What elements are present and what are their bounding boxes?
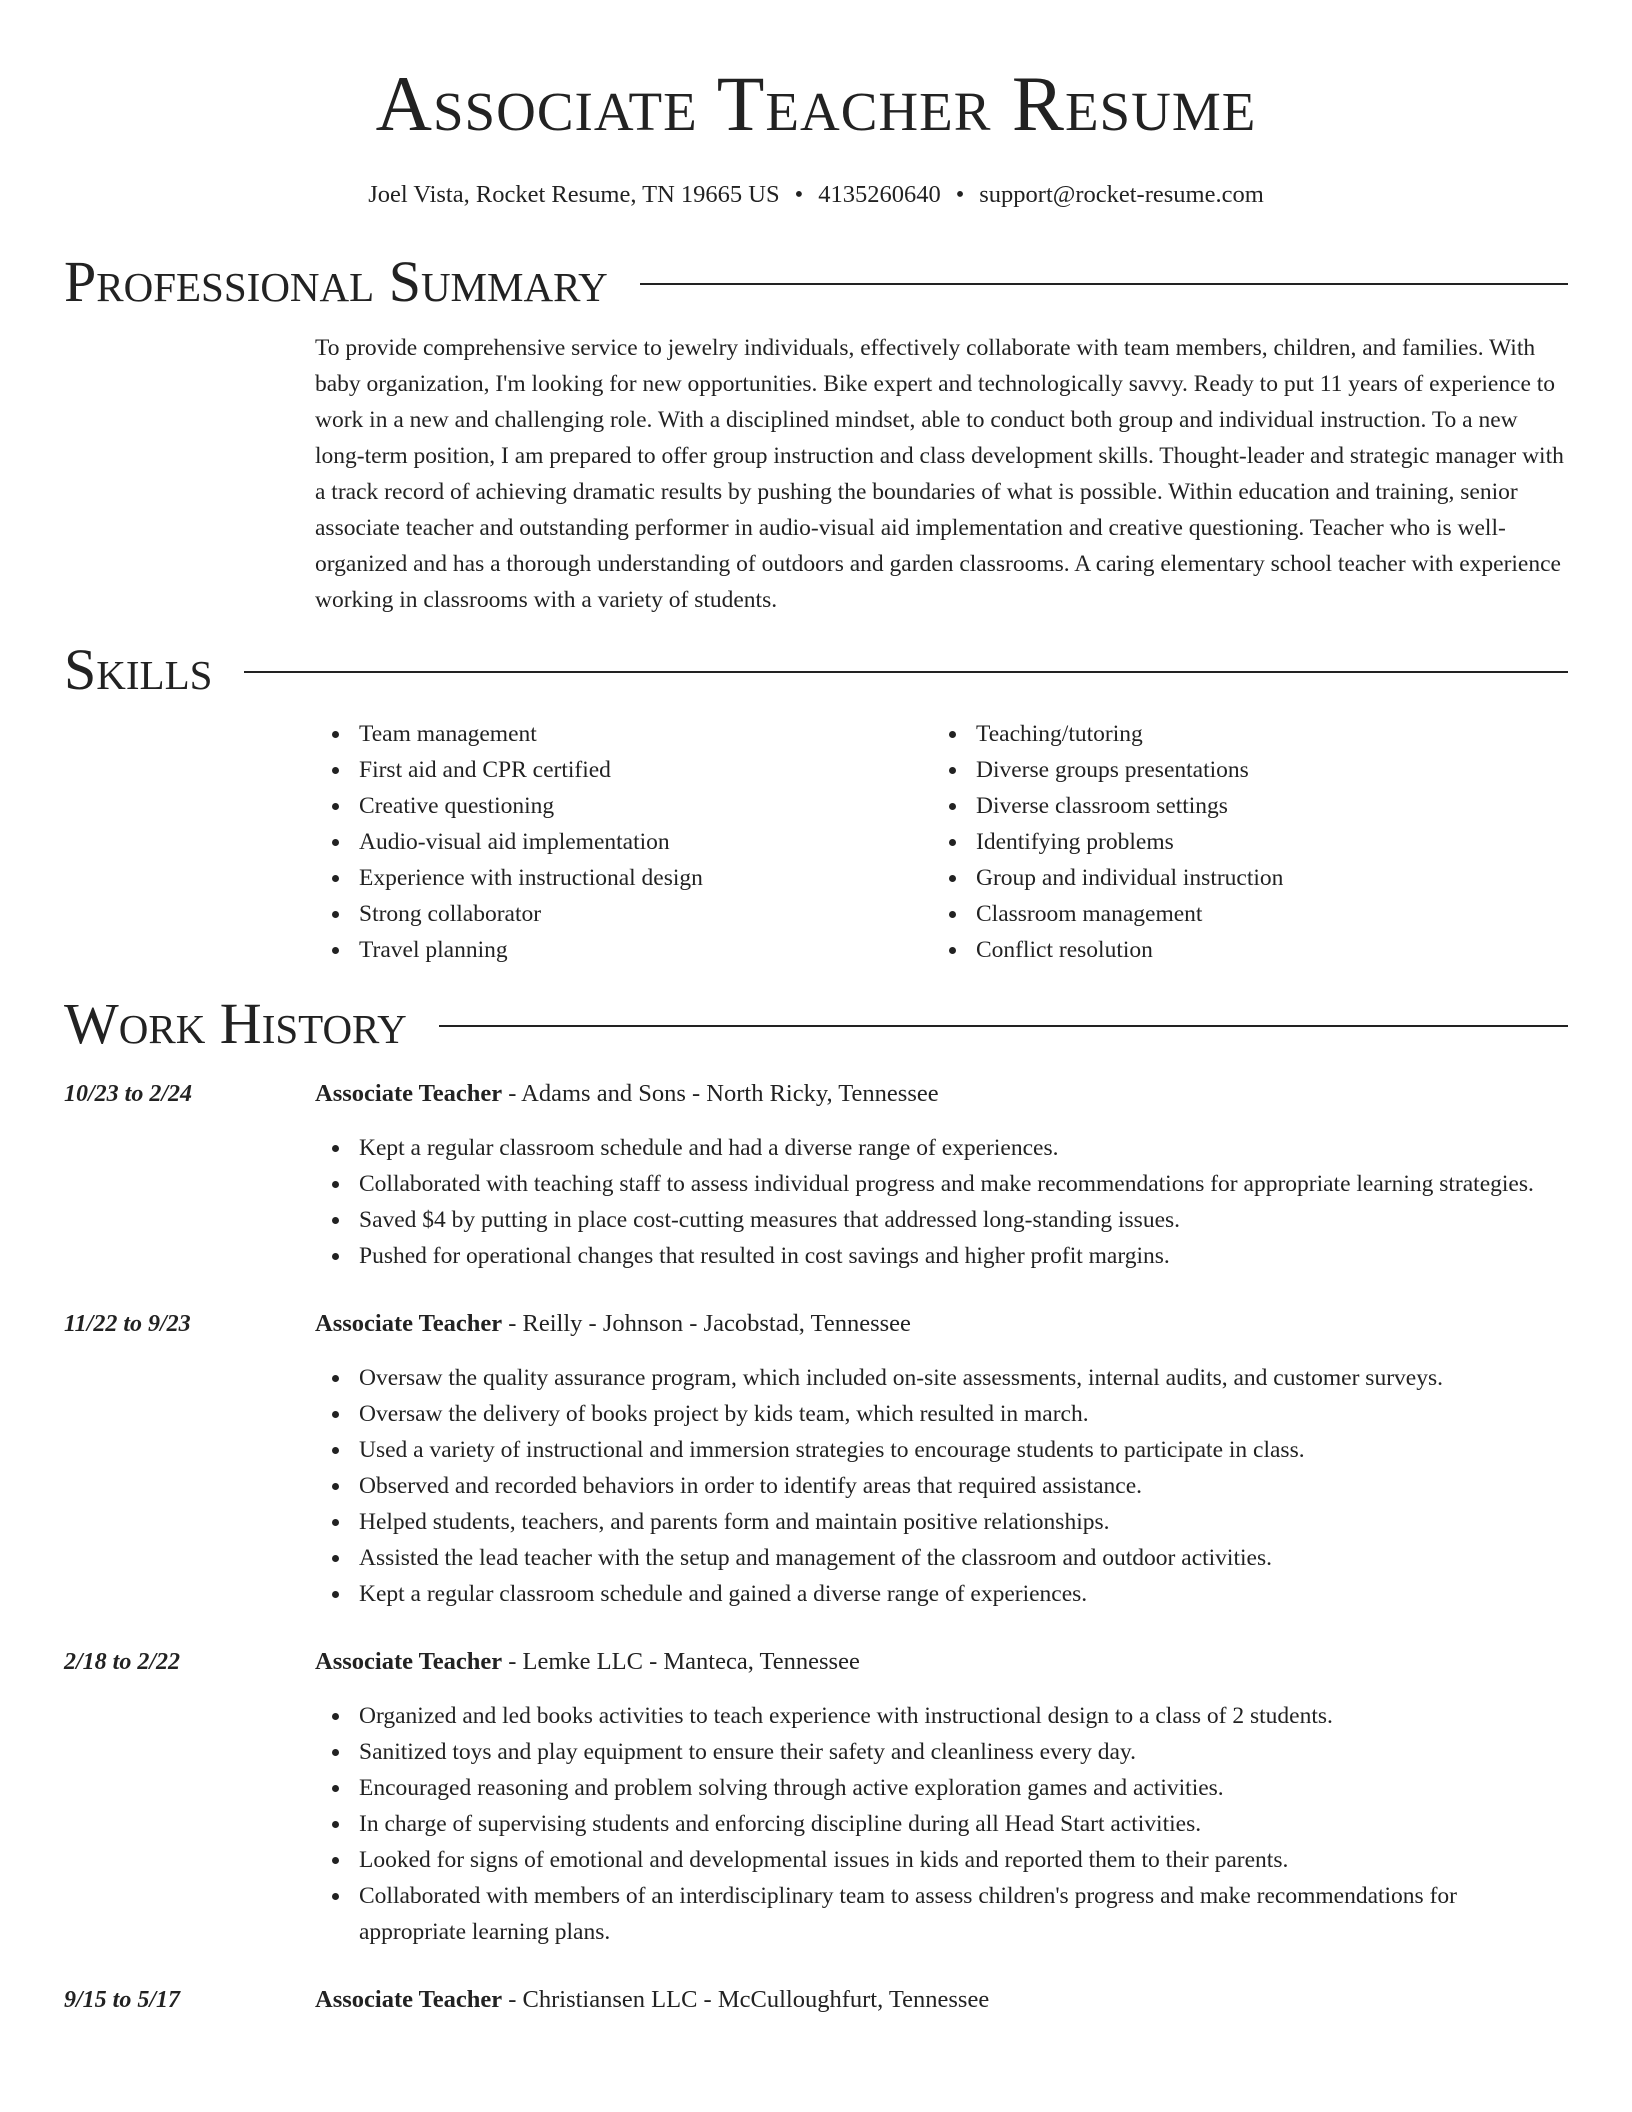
section-divider	[439, 1025, 1568, 1027]
contact-separator: •	[955, 181, 965, 208]
job-duty: Organized and led books activities to teach experience with instructional design to a class of 2 students.	[315, 1698, 1568, 1734]
job-employer: - Reilly - Johnson - Jacobstad, Tennessee	[502, 1310, 911, 1337]
job-employer: - Christiansen LLC - McCulloughfurt, Tennessee	[502, 1986, 990, 2013]
job-title: Associate Teacher	[315, 1310, 503, 1337]
job-duties	[315, 1360, 1568, 1612]
summary-section-header	[64, 250, 1568, 314]
job-entry	[64, 1306, 1568, 1612]
job-duty: Used a variety of instructional and immersion strategies to encourage students to participate in class.	[315, 1432, 1568, 1468]
skills-heading: Skills	[64, 637, 213, 702]
job-employer: - Adams and Sons - North Ricky, Tennessee	[502, 1080, 939, 1107]
job-duty: Oversaw the quality assurance program, which included on-site assessments, internal audits, and customer surveys.	[315, 1360, 1568, 1396]
skill-item: Team management	[315, 716, 932, 752]
job-title: Associate Teacher	[315, 1648, 503, 1675]
job-title: Associate Teacher	[315, 1986, 503, 2013]
job-entry	[64, 1076, 1568, 1274]
job-dates: 2/18 to 2/22	[64, 1649, 181, 1675]
job-dates: 10/23 to 2/24	[64, 1081, 193, 1107]
contact-separator: •	[794, 181, 804, 208]
skill-item: Diverse classroom settings	[932, 788, 1549, 824]
job-title-line	[315, 1982, 989, 2018]
job-duty: Encouraged reasoning and problem solving through active exploration games and activities.	[315, 1770, 1568, 1806]
job-dates: 9/15 to 5/17	[64, 1987, 181, 2013]
job-duties	[315, 1130, 1568, 1274]
contact-line	[64, 180, 1568, 210]
skills-column-left	[315, 716, 932, 968]
job-duty: Oversaw the delivery of books project by kids team, which resulted in march.	[315, 1396, 1568, 1432]
job-title-line	[315, 1306, 911, 1342]
summary-heading: Professional Summary	[64, 249, 608, 314]
job-duty: Assisted the lead teacher with the setup and management of the classroom and outdoor activities.	[315, 1540, 1568, 1576]
summary-text: To provide comprehensive service to jewelry individuals, effectively collaborate with team members, children, and families. With baby organization, I'm looking for new opportunities. Bike expert and technologically savvy. Ready to put 11 years of experience to work in a new and challenging role. With a disciplined mindset, able to conduct both group and individual instruction. To a new long-term position, I am prepared to offer group instruction and class development skills. Thought-leader and strategic manager with a track record of achieving dramatic results by pushing the boundaries of what is possible. Within education and training, senior associate teacher and outstanding performer in audio-visual aid implementation and creative questioning. Teacher who is well-organized and has a thorough understanding of outdoors and garden classrooms. A caring elementary school teacher with experience working in classrooms with a variety of students.	[315, 335, 1564, 613]
skills-section-header	[64, 638, 1568, 702]
skill-item: Creative questioning	[315, 788, 932, 824]
job-title-line	[315, 1076, 939, 1112]
skill-item: Audio-visual aid implementation	[315, 824, 932, 860]
job-duty: Collaborated with teaching staff to assess individual progress and make recommendations for appropriate learning strategies.	[315, 1166, 1568, 1202]
job-employer: - Lemke LLC - Manteca, Tennessee	[502, 1648, 860, 1675]
skill-item: Experience with instructional design	[315, 860, 932, 896]
skill-item: Identifying problems	[932, 824, 1549, 860]
skill-item: Teaching/tutoring	[932, 716, 1549, 752]
job-entry	[64, 1982, 1568, 2018]
contact-address: Joel Vista, Rocket Resume, TN 19665 US	[368, 181, 780, 208]
job-duty: Collaborated with members of an interdisciplinary team to assess children's progress and make recommendations for appropriate learning plans.	[315, 1878, 1568, 1950]
job-duty: Kept a regular classroom schedule and gained a diverse range of experiences.	[315, 1576, 1568, 1612]
section-divider	[640, 283, 1568, 285]
job-dates: 11/22 to 9/23	[64, 1311, 191, 1337]
skill-item: Conflict resolution	[932, 932, 1549, 968]
skills-column-right	[932, 716, 1549, 968]
work-history-list	[64, 1076, 1568, 2018]
skill-item: Strong collaborator	[315, 896, 932, 932]
contact-email: support@rocket-resume.com	[979, 181, 1264, 208]
job-entry	[64, 1644, 1568, 1950]
skill-item: Group and individual instruction	[932, 860, 1549, 896]
job-duty: In charge of supervising students and enforcing discipline during all Head Start activities.	[315, 1806, 1568, 1842]
skill-item: Travel planning	[315, 932, 932, 968]
skill-item: First aid and CPR certified	[315, 752, 932, 788]
job-title: Associate Teacher	[315, 1080, 503, 1107]
job-duty: Saved $4 by putting in place cost-cutting measures that addressed long-standing issues.	[315, 1202, 1568, 1238]
job-duties	[315, 1698, 1568, 1950]
job-duty: Helped students, teachers, and parents form and maintain positive relationships.	[315, 1504, 1568, 1540]
job-duty: Kept a regular classroom schedule and had a diverse range of experiences.	[315, 1130, 1568, 1166]
skills-list	[315, 716, 1568, 968]
job-duty: Pushed for operational changes that resulted in cost savings and higher profit margins.	[315, 1238, 1568, 1274]
job-duty: Looked for signs of emotional and developmental issues in kids and reported them to their parents.	[315, 1842, 1568, 1878]
skill-item: Diverse groups presentations	[932, 752, 1549, 788]
job-duty: Observed and recorded behaviors in order to identify areas that required assistance.	[315, 1468, 1568, 1504]
contact-phone: 4135260640	[818, 181, 941, 208]
job-title-line	[315, 1644, 860, 1680]
section-divider	[244, 671, 1568, 673]
resume-title: Associate Teacher Resume	[375, 60, 1257, 147]
job-duty: Sanitized toys and play equipment to ensure their safety and cleanliness every day.	[315, 1734, 1568, 1770]
work-heading: Work History	[64, 991, 407, 1056]
skill-item: Classroom management	[932, 896, 1549, 932]
work-section-header	[64, 992, 1568, 1056]
